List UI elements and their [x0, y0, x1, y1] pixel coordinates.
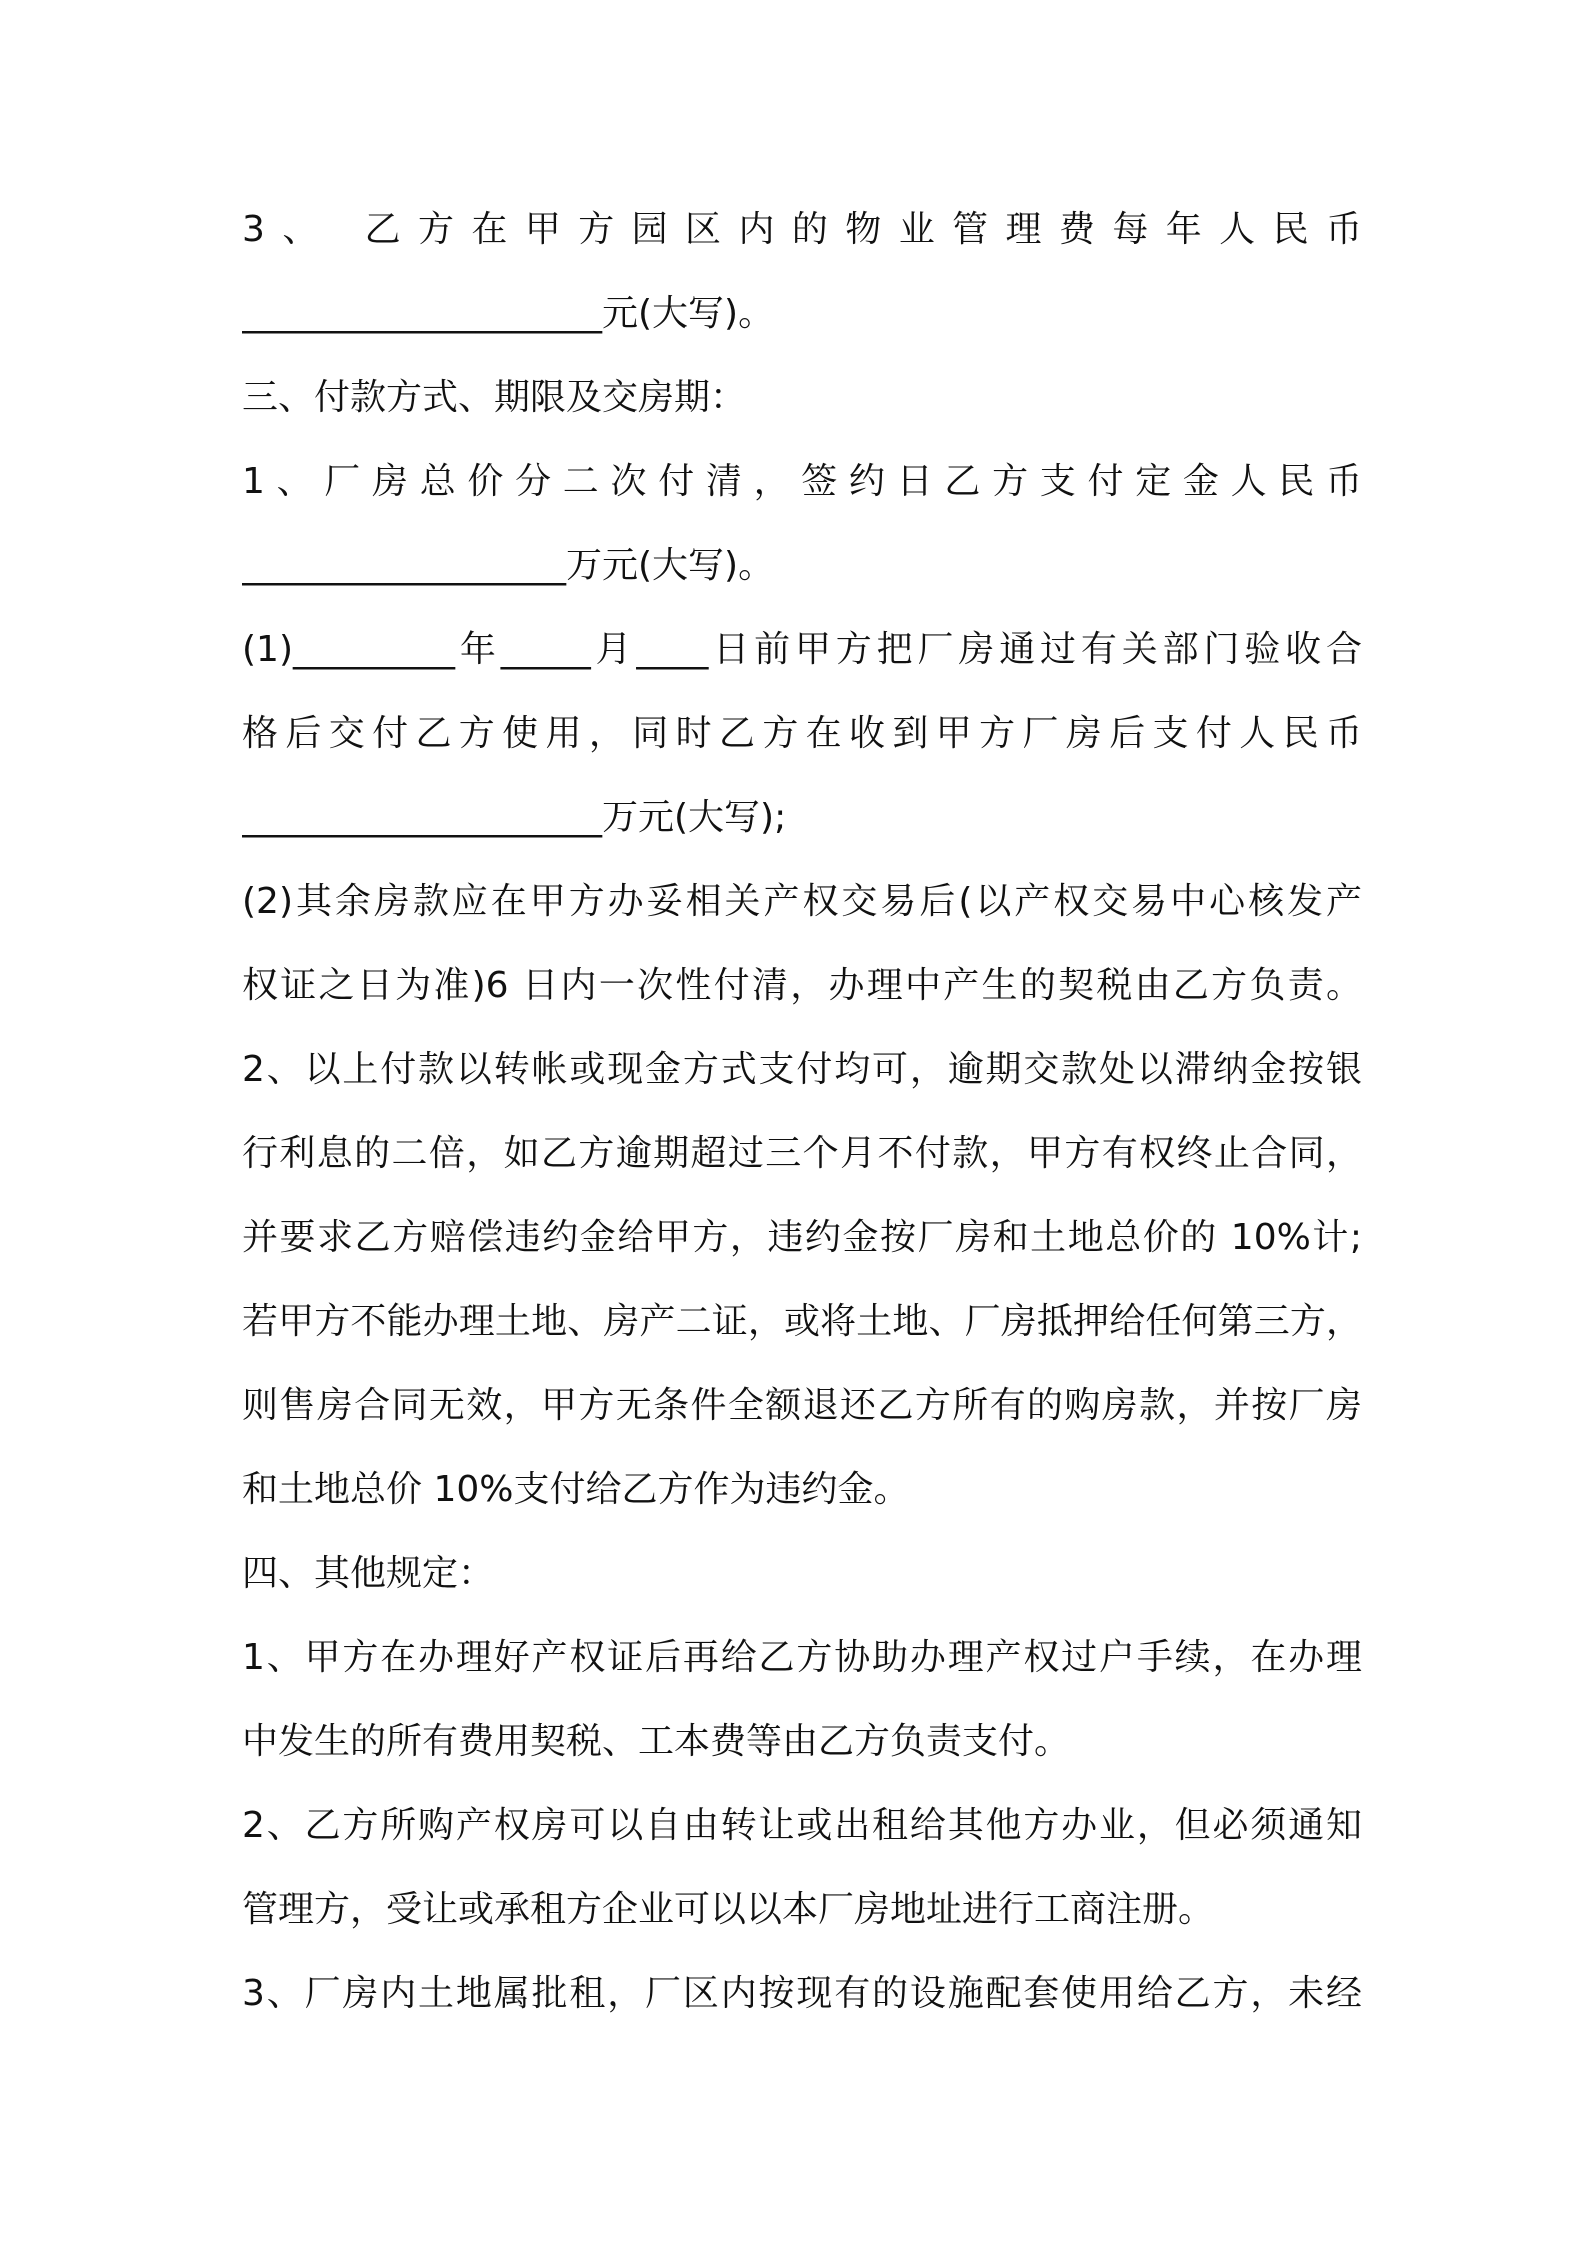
- text-line-20: 2、乙方所购产权房可以自由转让或出租给其他方办业，但必须通知: [242, 1805, 1362, 1846]
- text-line-6: (1)_________年_____月____日前甲方把厂房通过有关部门验收合: [242, 629, 1362, 670]
- text-line-19: 中发生的所有费用契税、工本费等由乙方负责支付。: [242, 1721, 1071, 1762]
- text-line-4: 1、厂房总价分二次付清，签约日乙方支付定金人民币: [242, 461, 1362, 502]
- text-line-10: 权证之日为准)6 日内一次性付清，办理中产生的契税由乙方负责。: [242, 965, 1362, 1006]
- text-line-11: 2、以上付款以转帐或现金方式支付均可，逾期交款处以滞纳金按银: [242, 1049, 1362, 1090]
- text-line-7: 格后交付乙方使用，同时乙方在收到甲方厂房后支付人民币: [242, 713, 1362, 754]
- text-line-15: 则售房合同无效，甲方无条件全额退还乙方所有的购房款，并按厂房: [242, 1385, 1362, 1426]
- text-line-13: 并要求乙方赔偿违约金给甲方，违约金按厂房和土地总价的 10%计;: [242, 1217, 1362, 1258]
- text-line-1: 3、 乙方在甲方园区内的物业管理费每年人民币: [242, 209, 1362, 250]
- text-line-21: 管理方，受让或承租方企业可以以本厂房地址进行工商注册。: [242, 1889, 1215, 1930]
- text-line-12: 行利息的二倍，如乙方逾期超过三个月不付款，甲方有权终止合同，: [242, 1133, 1362, 1174]
- section-heading-3: 三、付款方式、期限及交房期：: [242, 377, 747, 418]
- text-line-16: 和土地总价 10%支付给乙方作为违约金。: [242, 1469, 910, 1510]
- text-line-5: __________________万元(大写)。: [242, 545, 775, 586]
- text-line-22: 3、厂房内土地属批租，厂区内按现有的设施配套使用给乙方，未经: [242, 1973, 1362, 2014]
- text-line-14: 若甲方不能办理土地、房产二证，或将土地、厂房抵押给任何第三方，: [242, 1301, 1362, 1342]
- text-line-2: ____________________元(大写)。: [242, 293, 775, 334]
- text-line-9: (2)其余房款应在甲方办妥相关产权交易后(以产权交易中心核发产: [242, 881, 1362, 922]
- section-heading-4: 四、其他规定：: [242, 1553, 495, 1594]
- text-line-8: ____________________万元(大写);: [242, 797, 787, 838]
- text-line-18: 1、甲方在办理好产权证后再给乙方协助办理产权过户手续，在办理: [242, 1637, 1362, 1678]
